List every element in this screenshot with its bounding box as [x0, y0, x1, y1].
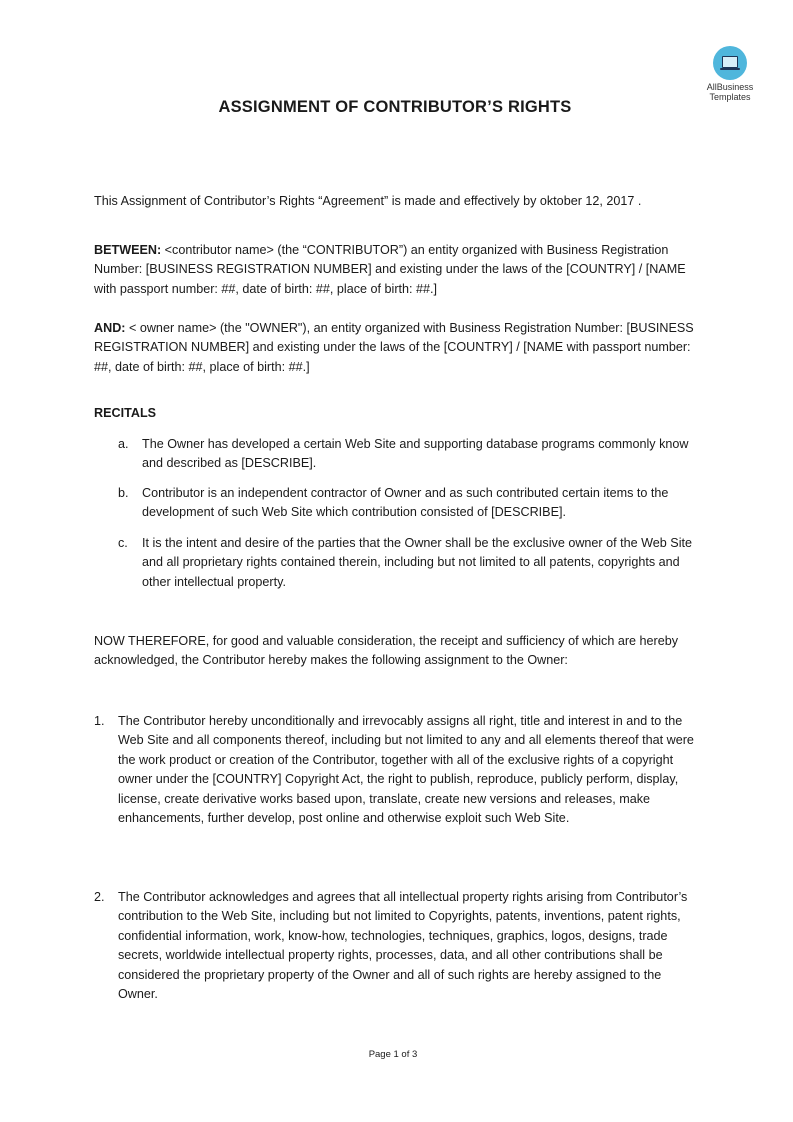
and-text: < owner name> (the "OWNER"), an entity organized with Business Registration Number: [BUSINESS REGISTRATION NUMBER] and existing under the laws of the [COUNTRY] / [NAME with passport number: ##, date of birth: ##, place of birth: ##.]: [94, 321, 694, 374]
brand-logo: [698, 46, 762, 102]
recital-text: The Owner has developed a certain Web Site and supporting database programs commonly know and described as [DESCRIBE].: [142, 437, 689, 471]
clause-number: 2.: [94, 890, 105, 904]
now-therefore-paragraph: NOW THEREFORE, for good and valuable consideration, the receipt and sufficiency of which are hereby acknowledged, the Contributor hereby makes the following assignment to the Owner:: [94, 634, 679, 668]
clause-number: 1.: [94, 714, 105, 728]
clause-text: The Contributor acknowledges and agrees that all intellectual property rights arising from Contributor’s contribution to the Web Site, including but not limited to Copyrights, patents, inventions, patent rights, confidential information, work, know-how, technologies, techniques, graphics, logos, designs, trade secrets, worldwide intellectual property rights, processes, data, and all other contributions shall be considered the proprietary property of the Owner and all of such rights are hereby assigned to the Owner.: [118, 890, 688, 1002]
between-paragraph: [94, 241, 706, 299]
and-paragraph: [94, 319, 706, 377]
recital-text: It is the intent and desire of the parties that the Owner shall be the exclusive owner of the Web Site and all proprietary rights contained therein, including but not limited to all patents, copyrights and other intellectual property.: [142, 536, 693, 589]
intro-paragraph: This Assignment of Contributor’s Rights “Agreement” is made and effectively by oktober 12, 2017 .: [94, 194, 642, 208]
recital-marker: b.: [118, 486, 129, 500]
page-number: Page 1 of 3: [368, 1049, 418, 1060]
clause-text: The Contributor hereby unconditionally and irrevocably assigns all right, title and interest in and to the Web Site and all components thereof, including but not limited to any and all elements thereof that were the work product or creation of the Contributor, together with all of the exclusive rights of a copyright owner under the [COUNTRY] Copyright Act, the right to publish, reproduce, publicly perform, display, license, create derivative works based upon, translate, create new versions and releases, make enhancements, further develop, post online and otherwise exploit such Web Site.: [118, 714, 694, 826]
document-title: ASSIGNMENT OF CONTRIBUTOR’S RIGHTS: [218, 98, 572, 116]
laptop-icon: [713, 46, 747, 80]
between-text: <contributor name> (the “CONTRIBUTOR”) an entity organized with Business Registration Number: [BUSINESS REGISTRATION NUMBER] and existing under the laws of the [COUNTRY] / [NAME with passport number: ##, date of birth: ##, place of birth: ##.]: [94, 243, 686, 296]
brand-line-1: AllBusiness: [706, 82, 754, 92]
brand-line-2: Templates: [709, 92, 751, 102]
between-label: BETWEEN:: [94, 243, 162, 257]
and-label: AND:: [94, 321, 126, 335]
recitals-heading: RECITALS: [94, 406, 157, 420]
recital-marker: c.: [118, 536, 128, 550]
recital-marker: a.: [118, 437, 129, 451]
recital-text: Contributor is an independent contractor of Owner and as such contributed certain items to the development of such Web Site which contribution consisted of [DESCRIBE].: [142, 486, 669, 520]
